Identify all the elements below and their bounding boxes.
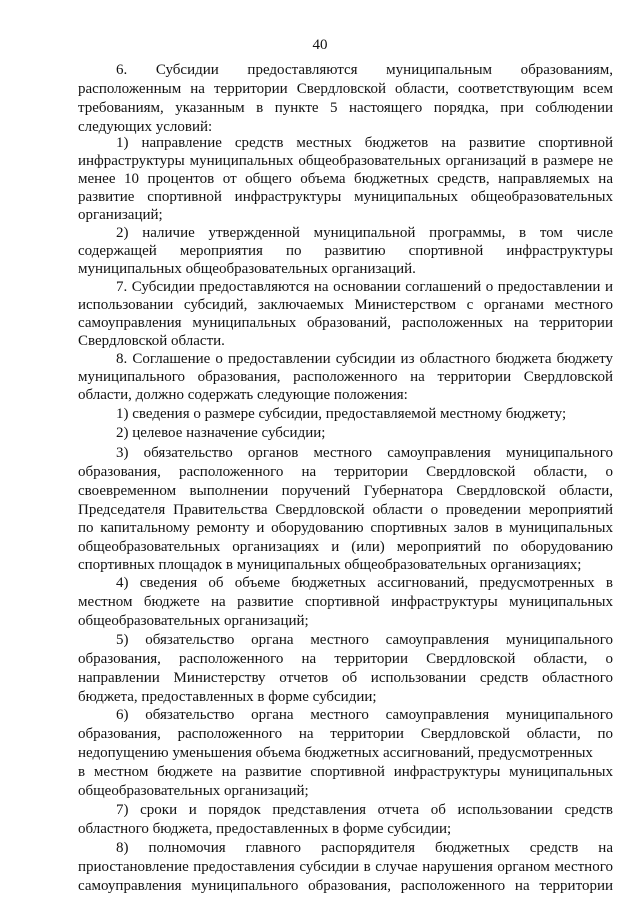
condition-1-line: инфраструктуры муниципальных общеобразовательных организаций в размере не bbox=[78, 153, 613, 169]
provision-3-line: своевременном выполнении поручений Губернатора Свердловской области, bbox=[78, 483, 613, 499]
provision-5-line: направлении Министерству отчетов об использовании средств областного bbox=[78, 670, 613, 686]
condition-2-line: муниципальных общеобразовательных организаций. bbox=[78, 261, 416, 277]
provision-5-line: образования, расположенного на территории Свердловской области, о bbox=[78, 651, 613, 667]
condition-1-line: менее 10 процентов от общего объема бюджетных средств, направляемых на bbox=[78, 171, 613, 187]
provision-3-line: Председателя Правительства Свердловской области о проведении мероприятий bbox=[78, 502, 613, 518]
provision-1-line: 1) сведения о размере субсидии, предоставляемой местному бюджету; bbox=[116, 406, 567, 422]
condition-1-line: организаций; bbox=[78, 207, 163, 223]
paragraph-6-line: следующих условий: bbox=[78, 119, 213, 135]
provision-3-line: спортивных площадок в муниципальных общеобразовательных организациях; bbox=[78, 557, 582, 573]
provision-7-line: 7) сроки и порядок представления отчета об использовании средств bbox=[116, 802, 613, 818]
provision-6-line: в местном бюджете на развитие спортивной инфраструктуры муниципальных bbox=[78, 764, 613, 780]
provision-5-line: 5) обязательство органа местного самоуправления муниципального bbox=[116, 632, 613, 648]
provision-2-line: 2) целевое назначение субсидии; bbox=[116, 425, 326, 441]
paragraph-8-line: муниципального образования, расположенного на территории Свердловской bbox=[78, 369, 613, 385]
provision-3-line: образования, расположенного на территории Свердловской области, о bbox=[78, 464, 613, 480]
page-number: 40 bbox=[312, 37, 328, 53]
paragraph-7-line: самоуправления муниципальных образований, расположенных на территории bbox=[78, 315, 613, 331]
paragraph-7-line: использовании субсидий, заключаемых Министерством с органами местного bbox=[78, 297, 613, 313]
paragraph-6-line: 6. Субсидии предоставляются муниципальным образованиям, bbox=[116, 62, 613, 78]
provision-3-line: общеобразовательных организациях и (или) мероприятий по оборудованию bbox=[78, 539, 613, 555]
provision-8-line: самоуправления муниципального образования, расположенного на территории bbox=[78, 878, 613, 894]
provision-6-line: недопущению уменьшения объема бюджетных ассигнований, предусмотренных bbox=[78, 745, 593, 761]
provision-4-line: 4) сведения об объеме бюджетных ассигнований, предусмотренных в bbox=[116, 575, 613, 591]
paragraph-7-line: 7. Субсидии предоставляются на основании соглашений о предоставлении и bbox=[116, 279, 613, 295]
paragraph-6-line: требованиям, указанным в пункте 5 настоящего порядка, при соблюдении bbox=[78, 100, 613, 116]
provision-8-line: 8) полномочия главного распорядителя бюджетных средств на bbox=[116, 840, 613, 856]
provision-5-line: бюджета, предоставленных в форме субсидии; bbox=[78, 689, 377, 705]
paragraph-6-line: расположенным на территории Свердловской области, соответствующим всем bbox=[78, 81, 613, 97]
condition-1-line: 1) направление средств местных бюджетов на развитие спортивной bbox=[116, 135, 613, 151]
provision-6-line: 6) обязательство органа местного самоуправления муниципального bbox=[116, 707, 613, 723]
paragraph-8-line: области, должно содержать следующие положения: bbox=[78, 387, 408, 403]
provision-6-line: общеобразовательных организаций; bbox=[78, 783, 309, 799]
paragraph-8-line: 8. Соглашение о предоставлении субсидии из областного бюджета бюджету bbox=[116, 351, 613, 367]
provision-3-line: по капитальному ремонту и оборудованию спортивных залов в муниципальных bbox=[78, 520, 613, 536]
condition-2-line: 2) наличие утвержденной муниципальной программы, в том числе bbox=[116, 225, 613, 241]
condition-2-line: содержащей мероприятия по развитию спортивной инфраструктуры bbox=[78, 243, 613, 259]
provision-4-line: общеобразовательных организаций; bbox=[78, 613, 309, 629]
condition-1-line: развитие спортивной инфраструктуры муниципальных общеобразовательных bbox=[78, 189, 613, 205]
provision-3-line: 3) обязательство органов местного самоуправления муниципального bbox=[116, 445, 613, 461]
provision-8-line: приостановление предоставления субсидии в случае нарушения органом местного bbox=[78, 859, 613, 875]
provision-6-line: образования, расположенного на территории Свердловской области, по bbox=[78, 726, 613, 742]
paragraph-7-line: Свердловской области. bbox=[78, 333, 225, 349]
provision-4-line: местном бюджете на развитие спортивной инфраструктуры муниципальных bbox=[78, 594, 613, 610]
provision-7-line: областного бюджета, предоставленных в форме субсидии; bbox=[78, 821, 452, 837]
